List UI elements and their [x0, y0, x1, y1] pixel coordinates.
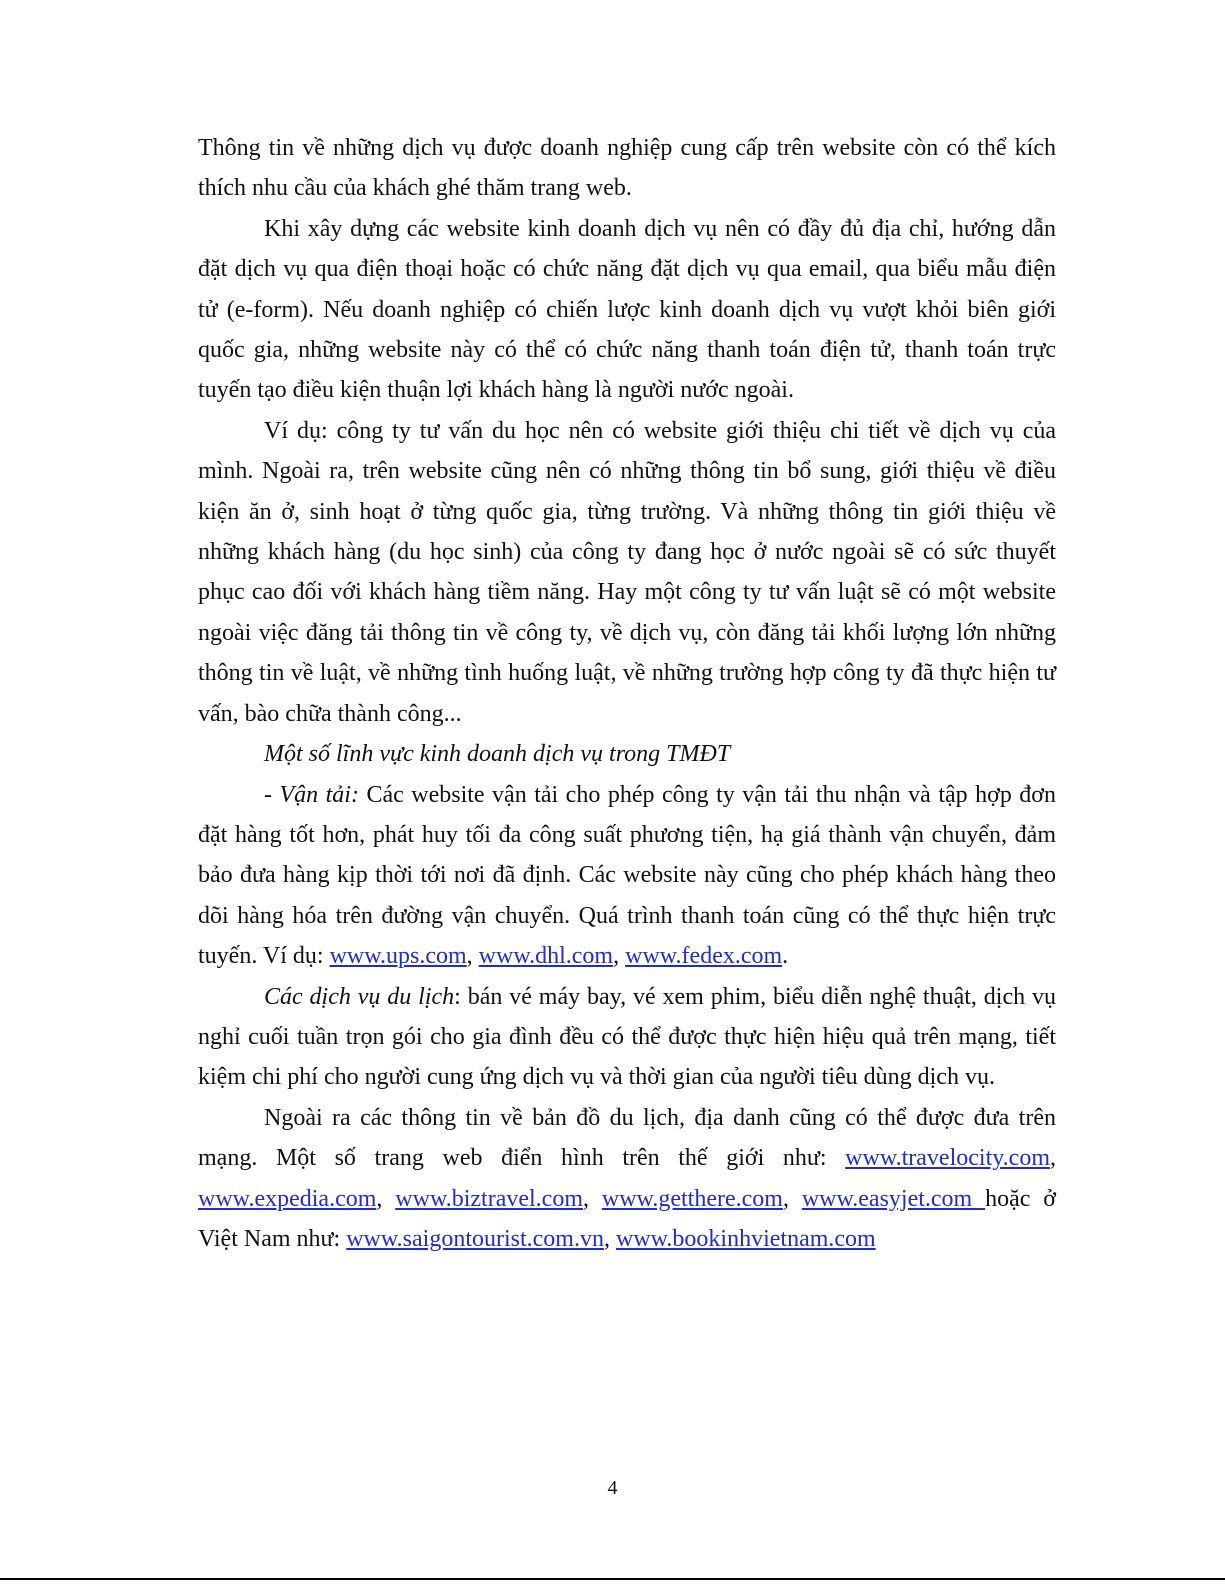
transport-lead: - Vận tải: — [264, 781, 359, 808]
link-biztravel[interactable]: www.biztravel.com — [395, 1185, 583, 1212]
separator: , — [603, 1225, 616, 1252]
link-dhl[interactable]: www.dhl.com — [478, 943, 614, 970]
link-saigontourist[interactable]: www.saigontourist.com.vn — [346, 1225, 604, 1252]
section-heading: Một số lĩnh vực kinh doanh dịch vụ trong TMĐT — [264, 741, 731, 768]
travel-text: : bán vé máy bay, vé xem phim, biểu diễn nghệ thuật, dịch vụ nghỉ cuối tuần trọn gói cho gia đình đều có thể được thực hiện hiệu quả trên mạng, tiết kiệm chi phí cho người cung ứng dịch vụ và thời gian của người tiêu dùng dịch vụ. — [198, 983, 1056, 1091]
link-travelocity[interactable]: www.travelocity.com — [845, 1145, 1050, 1172]
period: . — [782, 943, 789, 970]
paragraph-travel-services — [198, 977, 1056, 1098]
link-ups[interactable]: www.ups.com — [329, 943, 467, 970]
document-body — [198, 128, 1056, 1259]
separator: , — [583, 1185, 602, 1212]
paragraph-example: Ví dụ: công ty tư vấn du học nên có website giới thiệu chi tiết về dịch vụ của mình. Ngoài ra, trên website cũng nên có những thông tin bổ sung, giới thiệu về điều kiện ăn ở, sinh hoạt ở từng quốc gia, từng trường. Và những thông tin giới thiệu về những khách hàng (du học sinh) của công ty đang học ở nước ngoài sẽ có sức thuyết phục cao đối với khách hàng tiềm năng. Hay một công ty tư vấn luật sẽ có một website ngoài việc đăng tải thông tin về công ty, về dịch vụ, còn đăng tải khối lượng lớn những thông tin về luật, về những tình huống luật, về những trường hợp công ty đã thực hiện tư vấn, bào chữa thành công... — [198, 417, 1056, 727]
separator: , — [613, 943, 626, 970]
paragraph-website-features: Khi xây dựng các website kinh doanh dịch vụ nên có đầy đủ địa chỉ, hướng dẫn đặt dịch vụ qua điện thoại hoặc có chức năng đặt dịch vụ qua email, qua biểu mẫu điện tử (e-form). Nếu doanh nghiệp có chiến lược kinh doanh dịch vụ vượt khỏi biên giới quốc gia, những website này có thể có chức năng thanh toán điện tử, thanh toán trực tuyến tạo điều kiện thuận lợi khách hàng là người nước ngoài. — [198, 215, 1056, 404]
link-bookinhvietnam[interactable]: www.bookinhvietnam.com — [615, 1225, 876, 1252]
travel-sites-text: Ngoài ra các thông tin về bản đồ du lịch, địa danh cũng có thể được đưa trên mạng. Một số trang web điển hình trên thế giới như: — [198, 1104, 1056, 1172]
separator: , — [376, 1185, 396, 1212]
separator: , — [466, 943, 479, 970]
connector-text: hoặc ở Việt Nam như: — [198, 1185, 1056, 1252]
link-getthere[interactable]: www.getthere.com — [601, 1185, 783, 1212]
link-expedia[interactable]: www.expedia.com — [198, 1185, 377, 1212]
link-fedex[interactable]: www.fedex.com — [625, 943, 783, 970]
page-number: 4 — [607, 1477, 618, 1499]
paragraph-intro: Thông tin về những dịch vụ được doanh nghiệp cung cấp trên website còn có thể kích thích nhu cầu của khách ghé thăm trang web. — [198, 135, 1056, 202]
paragraph-travel-sites — [198, 1098, 1056, 1260]
travel-lead: Các dịch vụ du lịch — [264, 983, 455, 1010]
paragraph-transport — [198, 775, 1056, 977]
link-easyjet[interactable]: www.easyjet.com — [801, 1185, 986, 1212]
separator: , — [782, 1185, 802, 1212]
separator: , — [1050, 1145, 1056, 1172]
page-bottom-border — [0, 1578, 1225, 1580]
transport-text: Các website vận tải cho phép công ty vận tải thu nhận và tập hợp đơn đặt hàng tốt hơn, phát huy tối đa công suất phương tiện, hạ giá thành vận chuyển, đảm bảo đưa hàng kịp thời tới nơi đã định. Các website này cũng cho phép khách hàng theo dõi hàng hóa trên đường vận chuyển. Quá trình thanh toán cũng có thể thực hiện trực tuyến. Ví dụ: — [198, 781, 1056, 970]
